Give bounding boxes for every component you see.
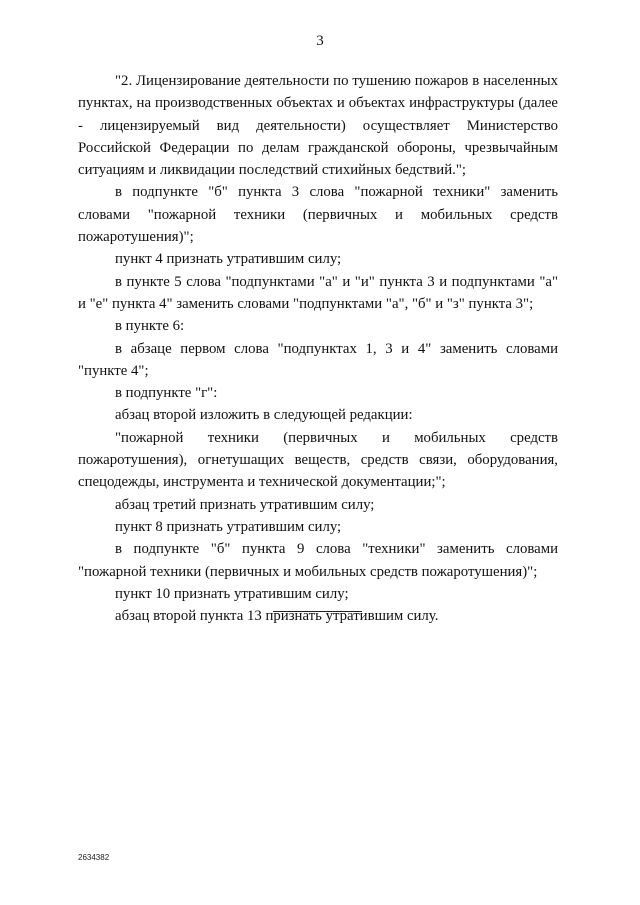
paragraph: пункт 10 признать утратившим силу; bbox=[115, 585, 349, 602]
document-body bbox=[78, 70, 558, 627]
paragraph: в подпункте "г": bbox=[115, 385, 218, 402]
page-number: 3 bbox=[316, 33, 324, 49]
paragraph: в подпункте "б" пункта 3 слова "пожарной техники" заменить словами "пожарной техники (первичных и мобильных средств пожаротушения)"; bbox=[78, 184, 558, 246]
paragraph: абзац третий признать утратившим силу; bbox=[115, 496, 375, 513]
paragraph: пункт 8 признать утратившим силу; bbox=[115, 518, 342, 535]
end-divider bbox=[273, 611, 362, 612]
paragraph: пункт 4 признать утратившим силу; bbox=[115, 251, 342, 268]
document-id: 2634382 bbox=[78, 853, 110, 862]
paragraph: абзац второй изложить в следующей редакции: bbox=[115, 407, 413, 424]
paragraph: в подпункте "б" пункта 9 слова "техники" заменить словами "пожарной техники (первичных и мобильных средств пожаротушения)"; bbox=[78, 541, 558, 580]
paragraph: "2. Лицензирование деятельности по тушению пожаров в населенных пунктах, на производственных объектах и объектах инфраструктуры (далее - лицензируемый вид деятельности) осуществляет Министерство Российской Федерации по делам гражданской обороны, чрезвычайным ситуациям и ликвидации последствий стихийных бедствий."; bbox=[78, 73, 558, 179]
paragraph: в абзаце первом слова "подпунктах 1, 3 и 4" заменить словами "пункте 4"; bbox=[78, 340, 558, 379]
paragraph: в пункте 6: bbox=[115, 318, 185, 335]
paragraph: абзац второй пункта 13 признать утратившим силу. bbox=[115, 608, 439, 625]
paragraph: "пожарной техники (первичных и мобильных средств пожаротушения), огнетушащих веществ, средств связи, оборудования, спецодежды, инструмента и технической документации;"; bbox=[78, 429, 558, 491]
paragraph: в пункте 5 слова "подпунктами "а" и "и" пункта 3 и подпунктами "а" и "е" пункта 4" заменить словами "подпунктами "а", "б" и "з" пункта 3"; bbox=[78, 273, 558, 312]
